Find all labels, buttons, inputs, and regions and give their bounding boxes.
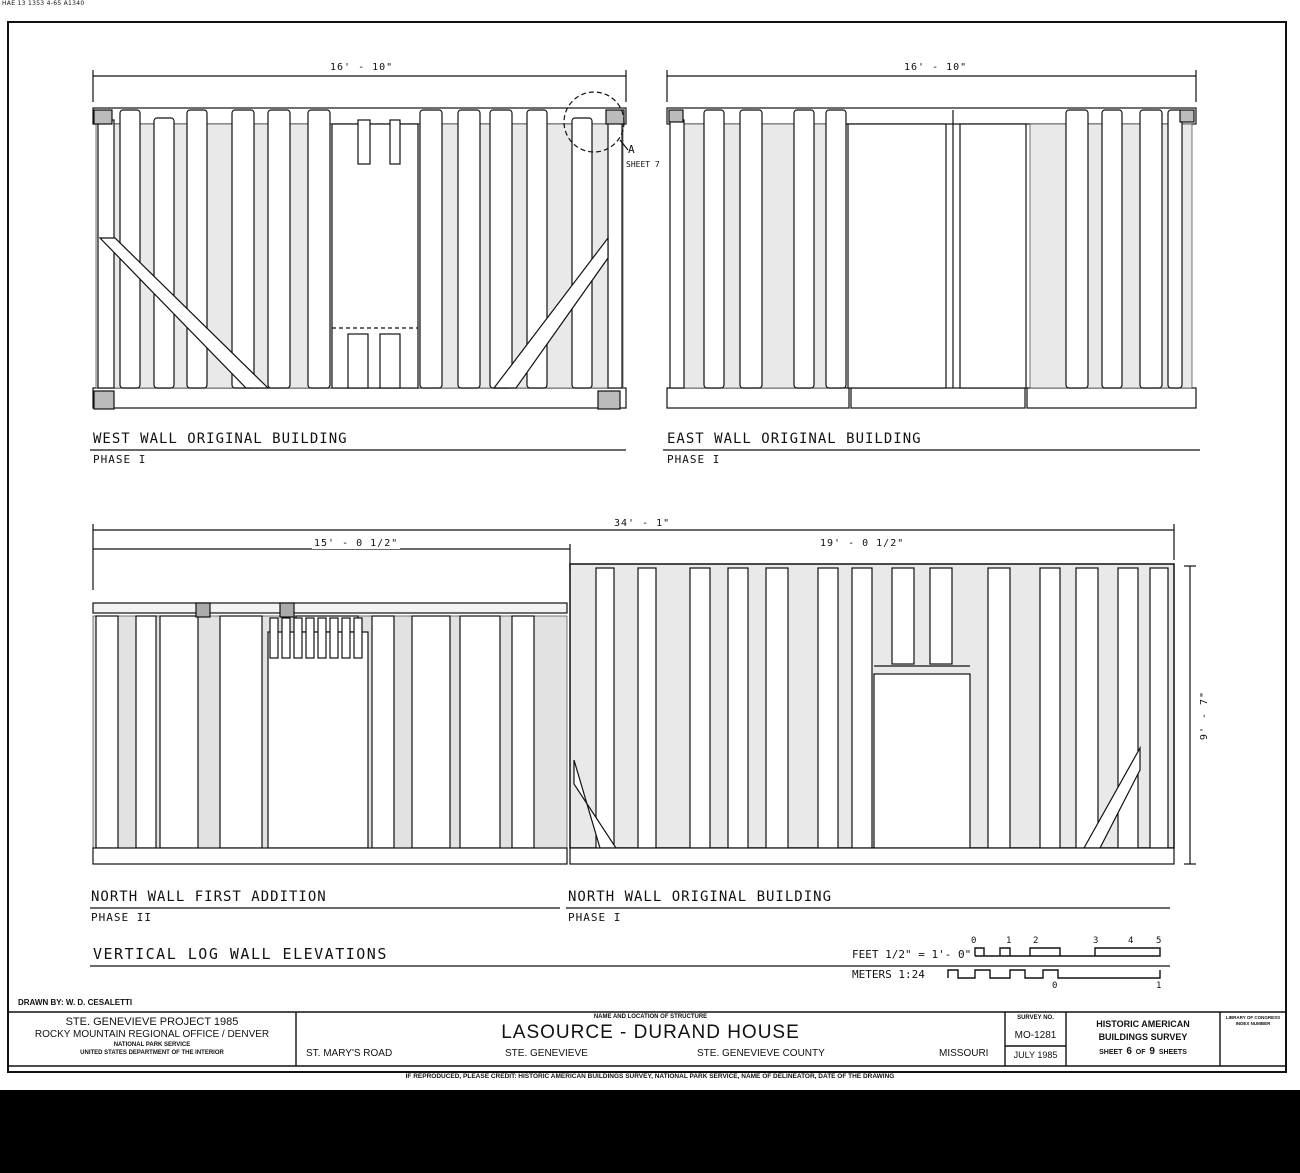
bottom-bar: [0, 1090, 1300, 1173]
east-wall-title: EAST WALL ORIGINAL BUILDING: [667, 431, 922, 447]
habs-line2: BUILDINGS SURVEY: [1098, 1032, 1188, 1042]
north-original-title: NORTH WALL ORIGINAL BUILDING: [568, 889, 833, 905]
location-state: MISSOURI: [939, 1048, 989, 1059]
project-name: STE. GENEVIEVE PROJECT 1985: [65, 1016, 239, 1028]
sheet-count: [1066, 1046, 1220, 1057]
west-wall-title: WEST WALL ORIGINAL BUILDING: [93, 431, 348, 447]
loc-caption-2: INDEX NUMBER: [1235, 1021, 1271, 1026]
location-county: STE. GENEVIEVE COUNTY: [697, 1048, 825, 1059]
sheet-word: SHEET: [1099, 1049, 1123, 1056]
scale-meters-label: METERS 1:24: [852, 968, 925, 981]
north-original-elevation: [570, 564, 1196, 864]
north-addition-phase: PHASE II: [91, 911, 152, 924]
sheet-code: HAE 13 1353 4-65 A1340: [2, 0, 85, 7]
main-title: VERTICAL LOG WALL ELEVATIONS: [93, 945, 388, 963]
feet-tick: 5: [1156, 936, 1162, 946]
survey-number: MO-1281: [1014, 1030, 1057, 1041]
reproduction-credit: IF REPRODUCED, PLEASE CREDIT: HISTORIC AMERICAN BUILDINGS SURVEY, NATIONAL PARK SERVICE, NAME OF DELINEATOR, DATE OF THE DRAWING: [405, 1073, 895, 1080]
location-road: ST. MARY'S ROAD: [306, 1048, 393, 1059]
north-original-phase: PHASE I: [568, 911, 622, 924]
drawn-by: DRAWN BY: W. D. CESALETTI: [18, 998, 133, 1007]
north-height-dimension: 9' - 7": [1199, 690, 1211, 741]
east-wall-phase: PHASE I: [667, 453, 721, 466]
north-addition-title: NORTH WALL FIRST ADDITION: [91, 889, 327, 905]
north-original-dimension: 19' - 0 1/2": [820, 538, 905, 549]
of-word: OF: [1135, 1049, 1146, 1056]
feet-tick: 4: [1128, 936, 1134, 946]
west-wall-elevation: [93, 70, 628, 409]
sheet-total: 9: [1149, 1046, 1155, 1057]
scale-bars: [948, 948, 1160, 978]
structure-caption: NAME AND LOCATION OF STRUCTURE: [593, 1014, 708, 1020]
east-wall-elevation: [667, 70, 1196, 408]
structure-name: LASOURCE - DURAND HOUSE: [501, 1022, 800, 1043]
loc-caption-1: LIBRARY OF CONGRESS: [1225, 1015, 1281, 1020]
feet-tick: 3: [1093, 936, 1099, 946]
west-wall-phase: PHASE I: [93, 453, 147, 466]
survey-caption: SURVEY NO.: [1017, 1015, 1054, 1021]
meter-tick: 1: [1156, 981, 1162, 991]
sheets-word: SHEETS: [1158, 1049, 1187, 1056]
feet-tick: 2: [1033, 936, 1039, 946]
feet-tick: 1: [1006, 936, 1012, 946]
sheet-number: 6: [1126, 1046, 1132, 1057]
west-detail-ref: A: [628, 143, 636, 156]
west-dimension: 16' - 10": [330, 62, 394, 73]
habs-line1: HISTORIC AMERICAN: [1096, 1019, 1190, 1029]
north-addition-dimension: 15' - 0 1/2": [314, 538, 399, 549]
location-town: STE. GENEVIEVE: [505, 1048, 588, 1059]
scale-feet-label: FEET 1/2" = 1'- 0": [852, 948, 972, 961]
survey-date: JULY 1985: [1013, 1050, 1058, 1060]
west-detail-sheet: SHEET 7: [626, 160, 660, 169]
meter-tick: 0: [1052, 981, 1058, 991]
feet-tick: 0: [971, 936, 977, 946]
north-overall-dimension: 34' - 1": [614, 518, 671, 529]
department: UNITED STATES DEPARTMENT OF THE INTERIOR: [80, 1050, 224, 1056]
regional-office: ROCKY MOUNTAIN REGIONAL OFFICE / DENVER: [34, 1029, 270, 1040]
park-service: NATIONAL PARK SERVICE: [113, 1042, 191, 1048]
east-dimension: 16' - 10": [904, 62, 968, 73]
